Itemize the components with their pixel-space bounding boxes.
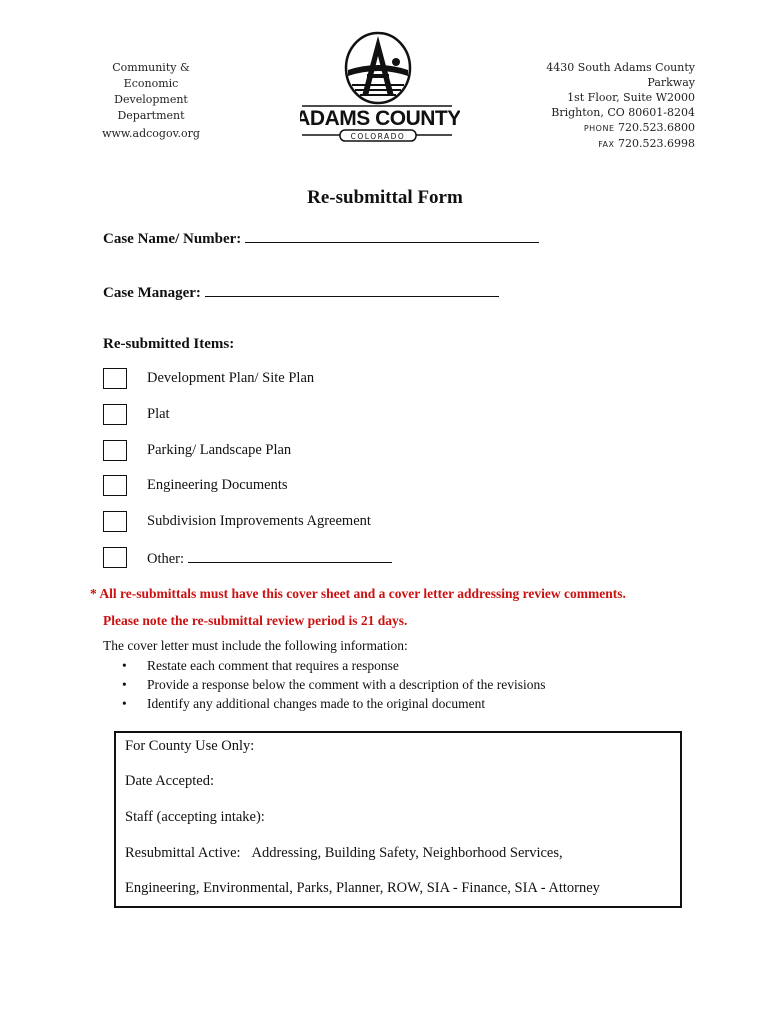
phone-line: [515, 120, 695, 136]
address-line-1: 4430 South Adams County Parkway: [546, 61, 695, 89]
form-title: Re-submittal Form: [307, 187, 463, 208]
address-block: [515, 60, 695, 152]
list-item: • Identify any additional changes made to the original document: [122, 696, 486, 711]
website-link[interactable]: www.adcogov.org: [102, 127, 200, 140]
item-label: Subdivision Improvements Agreement: [147, 513, 371, 529]
dept-line-2: Development Department: [114, 93, 188, 122]
case-name-input[interactable]: [245, 228, 539, 243]
item-label: Other:: [147, 551, 185, 567]
cover-letter-list: [122, 656, 546, 713]
item-label: Parking/ Landscape Plan: [147, 442, 292, 458]
dept-line-1: Community & Economic: [112, 61, 190, 90]
item-label: Plat: [147, 406, 170, 422]
resubmittal-active-label: Resubmittal Active:: [125, 845, 241, 861]
warning-review-period: Please note the re-submittal review period is 21 days.: [103, 613, 408, 628]
department-info: [86, 60, 216, 142]
address-line-3: Brighton, CO 80601-8204: [551, 106, 695, 119]
case-name-label: Case Name/ Number:: [103, 231, 242, 247]
case-manager-field: [103, 282, 499, 302]
checkbox[interactable]: [103, 547, 127, 568]
checkbox[interactable]: [103, 368, 127, 389]
resubmittal-departments-2: Engineering, Environmental, Parks, Planner, ROW, SIA - Finance, SIA - Attorney: [125, 880, 600, 896]
fax-line: [515, 136, 695, 152]
county-use-box: [114, 731, 682, 908]
case-name-field: [103, 228, 539, 248]
logo-name: ADAMS COUNTY: [300, 107, 460, 130]
checkbox[interactable]: [103, 511, 127, 532]
list-item: • Provide a response below the comment with a description of the revisions: [122, 677, 546, 692]
phone-label: PHONE: [583, 124, 615, 133]
list-item: • Restate each comment that requires a response: [122, 658, 399, 673]
fax-label: FAX: [598, 140, 615, 149]
fax-number: 720.523.6998: [618, 137, 695, 150]
cover-letter-intro: The cover letter must include the following information:: [103, 638, 408, 653]
phone-number: 720.523.6800: [618, 121, 695, 134]
warning-cover-sheet: * All re-submittals must have this cover sheet and a cover letter addressing review comments.: [90, 586, 626, 601]
county-use-heading: For County Use Only:: [125, 738, 255, 754]
other-input[interactable]: [188, 549, 392, 563]
logo-state: COLORADO: [350, 132, 406, 141]
checkbox[interactable]: [103, 404, 127, 425]
checkbox[interactable]: [103, 440, 127, 461]
checkbox[interactable]: [103, 475, 127, 496]
item-other-wrap: [147, 549, 392, 568]
resubmittal-active-line: [125, 845, 563, 862]
items-label: Re-submitted Items:: [103, 336, 235, 352]
case-manager-input[interactable]: [205, 282, 499, 297]
case-manager-label: Case Manager:: [103, 285, 201, 301]
date-accepted-label: Date Accepted:: [125, 773, 214, 789]
staff-label: Staff (accepting intake):: [125, 809, 265, 825]
logo-emblem: [346, 33, 410, 103]
address-line-2: 1st Floor, Suite W2000: [567, 91, 695, 104]
item-label: Engineering Documents: [147, 477, 288, 493]
adams-county-logo: [300, 30, 460, 145]
item-label: Development Plan/ Site Plan: [147, 370, 315, 386]
resubmittal-departments-1: Addressing, Building Safety, Neighborhood Services,: [251, 845, 563, 861]
